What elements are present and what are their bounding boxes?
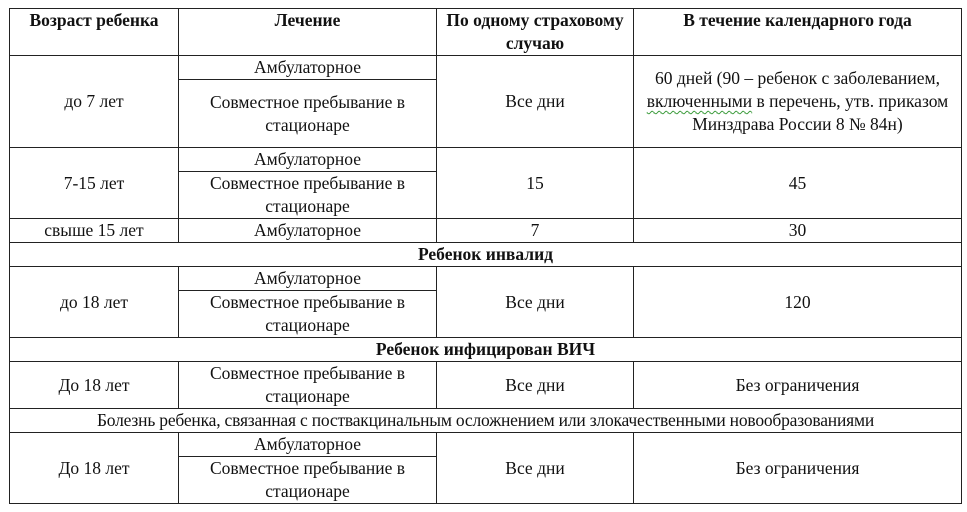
age-cell: 7-15 лет	[10, 148, 179, 219]
per-case-cell: Все дни	[437, 267, 634, 338]
per-case-cell: 7	[437, 219, 634, 243]
treatment-cell: Амбулаторное	[179, 219, 437, 243]
section-row-vaccine	[10, 409, 962, 433]
section-row-disabled	[10, 243, 962, 267]
table-row	[10, 267, 962, 291]
section-title: Ребенок инфицирован ВИЧ	[10, 338, 962, 362]
table-row	[10, 219, 962, 243]
section-title: Ребенок инвалид	[10, 243, 962, 267]
treatment-cell: Совместное пребывание в стационаре	[179, 457, 437, 504]
header-age: Возраст ребенка	[10, 9, 179, 56]
treatment-cell: Амбулаторное	[179, 433, 437, 457]
age-cell: До 18 лет	[10, 362, 179, 409]
table-row	[10, 148, 962, 172]
per-year-cell: Без ограничения	[634, 433, 962, 504]
per-case-cell: Все дни	[437, 56, 634, 148]
per-year-cell: 30	[634, 219, 962, 243]
table-row	[10, 433, 962, 457]
per-year-cell: 120	[634, 267, 962, 338]
treatment-cell: Амбулаторное	[179, 267, 437, 291]
header-row	[10, 9, 962, 56]
age-cell: свыше 15 лет	[10, 219, 179, 243]
per-year-cell	[634, 56, 962, 148]
per-case-cell: 15	[437, 148, 634, 219]
per-year-text: 60 дней (90 – ребенок с заболеванием,	[655, 68, 940, 88]
treatment-cell: Амбулаторное	[179, 56, 437, 80]
age-cell: до 7 лет	[10, 56, 179, 148]
per-year-text: в перечень, утв. приказом Минздрава России 8 № 84н)	[692, 91, 949, 134]
per-year-cell: 45	[634, 148, 962, 219]
section-row-hiv	[10, 338, 962, 362]
age-cell: До 18 лет	[10, 433, 179, 504]
treatment-cell: Совместное пребывание в стационаре	[179, 291, 437, 338]
sick-leave-table	[9, 8, 962, 504]
header-per-year: В течение календарного года	[634, 9, 962, 56]
treatment-cell: Совместное пребывание в стационаре	[179, 362, 437, 409]
per-case-cell: Все дни	[437, 433, 634, 504]
treatment-cell: Амбулаторное	[179, 148, 437, 172]
treatment-cell: Совместное пребывание в стационаре	[179, 172, 437, 219]
age-cell: до 18 лет	[10, 267, 179, 338]
spellcheck-word[interactable]: включенными	[646, 91, 753, 111]
section-title: Болезнь ребенка, связанная с поствакцинальным осложнением или злокачественными новообразованиями	[10, 409, 962, 433]
table-row	[10, 362, 962, 409]
per-year-cell: Без ограничения	[634, 362, 962, 409]
per-case-cell: Все дни	[437, 362, 634, 409]
header-treatment: Лечение	[179, 9, 437, 56]
header-per-case: По одному страховому случаю	[437, 9, 634, 56]
treatment-cell: Совместное пребывание в стационаре	[179, 80, 437, 148]
table-row	[10, 56, 962, 80]
